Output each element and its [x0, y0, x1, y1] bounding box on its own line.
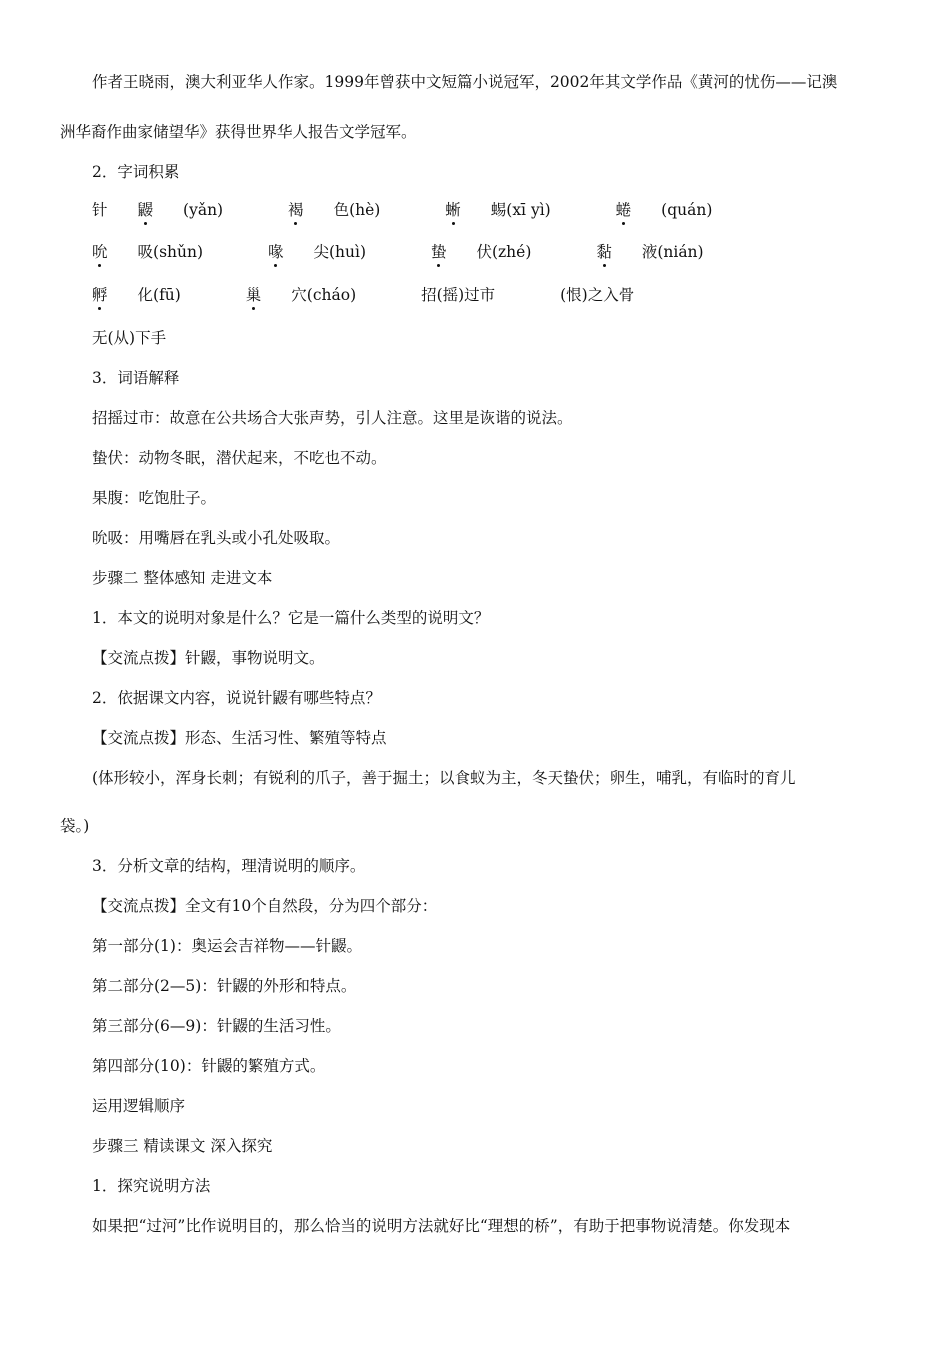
- vocab-item: 蛰 伏(zhé): [430, 243, 532, 261]
- vocab-row-4: 无(从)下手: [92, 329, 167, 347]
- intro-line-2: 洲华裔作曲家储望华》获得世界华人报告文学冠军。: [60, 123, 417, 141]
- intro-line-1: 作者王晓雨，澳大利亚华人作家。1999年曾获中文短篇小说冠军，2002年其文学作品《黄河的忧伤——记澳: [92, 73, 838, 91]
- structure-part: 第三部分(6—9)：针鼹的生活习性。: [92, 1017, 341, 1035]
- vocab-item: 蜷 (quán): [615, 201, 713, 219]
- definition-item: 蛰伏：动物冬眠，潜伏起来，不吃也不动。: [92, 449, 387, 467]
- step-three-question-1: 1．探究说明方法: [92, 1177, 211, 1195]
- step-two-heading: 步骤二 整体感知 走进文本: [92, 569, 273, 587]
- answer-2: 【交流点拨】形态、生活习性、繁殖等特点: [92, 729, 387, 747]
- answer-2-detail-line-2: 袋。): [60, 817, 90, 835]
- vocab-item: 喙 尖(huì): [267, 243, 366, 261]
- section-title-vocab: 2．字词积累: [92, 163, 180, 181]
- vocab-item: 蜥 蜴(xī yì): [445, 201, 551, 219]
- definition-item: 吮吸：用嘴唇在乳头或小孔处吸取。: [92, 529, 341, 547]
- section-title-definitions: 3．词语解释: [92, 369, 180, 387]
- answer-3: 【交流点拨】全文有10个自然段，分为四个部分：: [92, 897, 438, 915]
- answer-2-detail-line-1: (体形较小，浑身长刺；有锐利的爪子，善于掘土；以食蚁为主，冬天蛰伏；卵生，哺乳，有临时的育儿: [92, 769, 796, 787]
- question-3: 3．分析文章的结构，理清说明的顺序。: [92, 857, 366, 875]
- vocab-row-1: [92, 200, 772, 220]
- question-1: 1．本文的说明对象是什么？它是一篇什么类型的说明文？: [92, 609, 490, 627]
- answer-1: 【交流点拨】针鼹，事物说明文。: [92, 649, 325, 667]
- vocab-item: (恨)之入骨: [560, 286, 635, 304]
- step-three-heading: 步骤三 精读课文 深入探究: [92, 1137, 273, 1155]
- definition-item: 果腹：吃饱肚子。: [92, 489, 217, 507]
- vocab-item: 巢 穴(cháo): [245, 286, 357, 304]
- structure-part: 第一部分(1)：奥运会吉祥物——针鼹。: [92, 937, 362, 955]
- vocab-row-3: [92, 285, 694, 305]
- step-three-paragraph: 如果把“过河”比作说明目的，那么恰当的说明方法就好比“理想的桥”，有助于把事物说清楚。你发现本: [92, 1217, 791, 1235]
- vocab-item: 吮 吸(shǔn): [92, 243, 204, 261]
- structure-part: 第二部分(2—5)：针鼹的外形和特点。: [92, 977, 357, 995]
- question-2: 2．依据课文内容，说说针鼹有哪些特点？: [92, 689, 381, 707]
- structure-part: 第四部分(10)：针鼹的繁殖方式。: [92, 1057, 326, 1075]
- vocab-item: 黏 液(nián): [596, 243, 704, 261]
- vocab-item: 针 鼹 (yǎn): [92, 201, 224, 219]
- vocab-item: 褐 色(hè): [288, 201, 381, 219]
- order-note: 运用逻辑顺序: [92, 1097, 186, 1115]
- definition-item: 招摇过市：故意在公共场合大张声势，引人注意。这里是诙谐的说法。: [92, 409, 573, 427]
- vocab-item: 招(摇)过市: [421, 286, 496, 304]
- vocab-item: 孵 化(fū): [92, 286, 181, 304]
- vocab-row-2: [92, 242, 764, 262]
